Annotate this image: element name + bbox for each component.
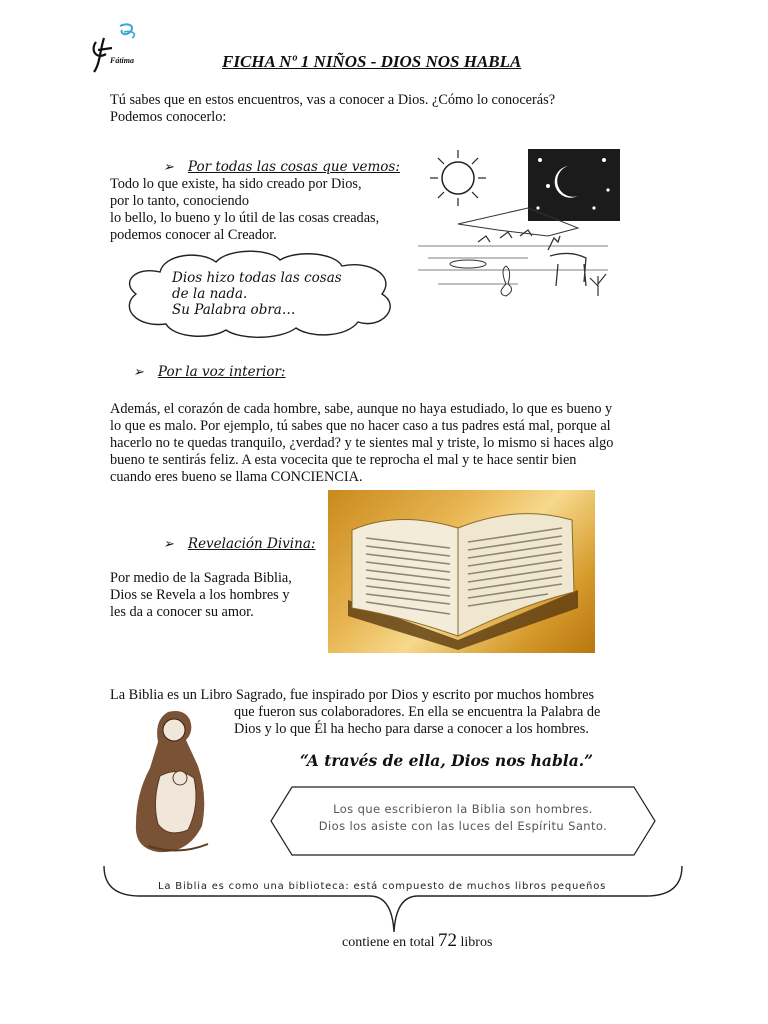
- arrow-bullet-icon: ➢: [133, 365, 144, 380]
- section2-line: bueno te sentirás feliz. A esta vocecita que te reprocha el mal y te hace sentir bien: [110, 452, 577, 468]
- logo-text: Fátima: [110, 56, 135, 65]
- section3-line: Dios se Revela a los hombres y: [110, 587, 290, 603]
- section1-line: por lo tanto, conociendo: [110, 193, 249, 209]
- total-suffix: libros: [457, 935, 493, 950]
- cloud-line: Su Palabra obra…: [172, 302, 296, 318]
- intro-line: Tú sabes que en estos encuentros, vas a conocer a Dios. ¿Cómo lo conocerás?: [110, 92, 556, 108]
- page-title: FICHA Nº 1 NIÑOS - DIOS NOS HABLA: [222, 52, 522, 71]
- total-prefix: contiene en total: [342, 935, 439, 950]
- section1-text: [110, 176, 379, 244]
- total-number: 72: [438, 930, 458, 951]
- bible-paragraph-line: que fueron sus colaboradores. En ella se encuentra la Palabra de: [234, 704, 601, 720]
- arrow-bullet-icon: ➢: [163, 160, 174, 175]
- section3-heading-text: Revelación Divina:: [187, 536, 316, 552]
- section1-heading: [163, 159, 400, 175]
- section1-heading-text: Por todas las cosas que vemos:: [187, 159, 400, 175]
- section1-line: podemos conocer al Creador.: [110, 227, 277, 243]
- section2-text: [110, 401, 613, 486]
- nature-illustration: [408, 146, 623, 314]
- logo: [86, 20, 146, 78]
- cloud-callout: [120, 248, 402, 338]
- quote-text: “A través de ella, Dios nos habla.”: [300, 751, 594, 770]
- cloud-text: [172, 270, 342, 318]
- intro-line: Podemos conocerlo:: [110, 109, 227, 125]
- cloud-line: de la nada.: [172, 286, 248, 302]
- section2-heading-text: Por la voz interior:: [157, 364, 286, 380]
- brace-text: La Biblia es como una biblioteca: está compuesto de muchos libros pequeños: [158, 881, 607, 892]
- section2-line: hacerlo no te quedas tranquilo, ¿verdad? y te sientes mal y triste, lo mismo si haces algo: [110, 435, 614, 451]
- section2-line: Además, el corazón de cada hombre, sabe, aunque no haya estudiado, lo que es bueno y: [110, 401, 613, 417]
- total-line: [342, 930, 492, 952]
- section3-line: les da a conocer su amor.: [110, 604, 254, 620]
- note-box: [270, 786, 656, 856]
- section3-text: [110, 570, 292, 621]
- note-line: Dios los asiste con las luces del Espíritu Santo.: [318, 819, 608, 833]
- bible-paragraph-line: Dios y lo que Él ha hecho para darse a conocer a los hombres.: [234, 721, 589, 737]
- cloud-line: Dios hizo todas las cosas: [172, 270, 342, 286]
- note-line: Los que escribieron la Biblia son hombres.: [333, 802, 593, 816]
- section2-line: cuando eres bueno se llama CONCIENCIA.: [110, 469, 363, 485]
- section1-line: lo bello, lo bueno y lo útil de las cosas creadas,: [110, 210, 380, 226]
- section3-heading: [163, 536, 315, 552]
- section2-heading: [133, 364, 285, 380]
- section3-line: Por medio de la Sagrada Biblia,: [110, 570, 292, 586]
- bible-paragraph-line: La Biblia es un Libro Sagrado, fue inspirado por Dios y escrito por muchos hombres: [110, 687, 595, 703]
- intro: [110, 92, 555, 126]
- section1-line: Todo lo que existe, ha sido creado por Dios,: [110, 176, 362, 192]
- arrow-bullet-icon: ➢: [163, 537, 174, 552]
- section2-line: lo que es malo. Por ejemplo, tú sabes que no hacer caso a tus padres está mal, porque al: [110, 418, 611, 434]
- note-text: [270, 801, 656, 835]
- bible-photo: [328, 490, 595, 653]
- saint-illustration: [128, 706, 228, 858]
- curly-brace: [100, 862, 686, 936]
